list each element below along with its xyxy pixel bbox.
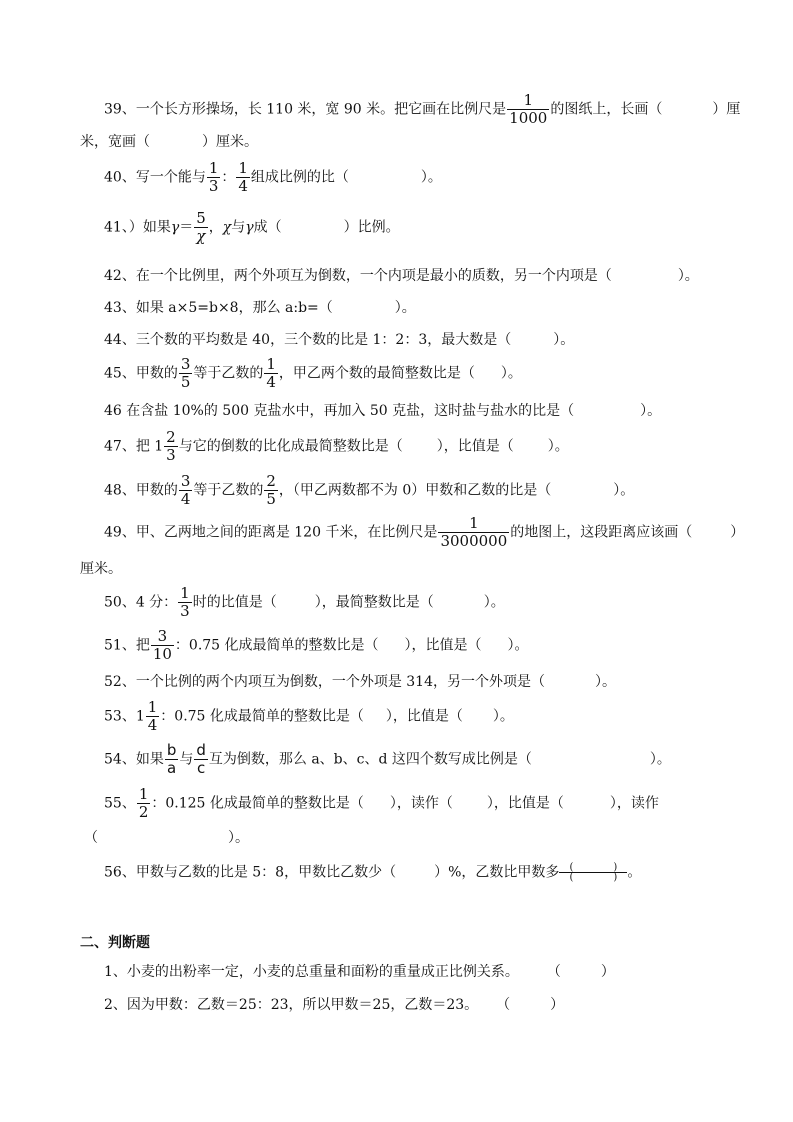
question-54: 54、如果 $\frac{b}{a}$ 与 $\frac{d}{c}$ 互为倒数，那么 a、b、c、d 这四个数写成比例是（ ）。 <box>104 741 671 777</box>
question-40: 40、写一个能与 $\frac{1}{3}$ ： $\frac{1}{4}$ 组成比例的比（ ）。 <box>104 159 442 195</box>
question-51: 51、把 $\frac{3}{10}$ ：0.75 化成最简单的整数比是（ ），比值是（ ）。 <box>104 627 529 663</box>
q40-fraction-1: $\frac{1}{3}$ <box>208 159 219 195</box>
question-46: 46 在含盐 10%的 500 克盐水中，再加入 50 克盐，这时盐与盐水的比是（ ）。 <box>104 403 662 419</box>
question-49: 49、甲、乙两地之间的距离是 120 千米，在比例尺是 $\frac{1}{3000000}$ 的地图上，这段距离应该画（ ） <box>104 514 745 550</box>
q54-fraction-1: $\frac{b}{a}$ <box>166 741 177 777</box>
q45-fraction-2: $\frac{1}{4}$ <box>266 355 276 391</box>
question-55: 55、 $\frac{1}{2}$ ：0.125 化成最简单的整数比是（ ），读作（ ），比值是（ ），读作 <box>104 785 659 821</box>
q39-text-c: ）厘 <box>712 101 741 118</box>
question-39 <box>104 92 740 127</box>
question-47: 47、把 1 $\frac{2}{3}$ 与它的倒数的比化成最简整数比是（ ），比值是（ ）。 <box>104 428 569 464</box>
question-48: 48、甲数的 $\frac{3}{4}$ 等于乙数的 $\frac{2}{5}$ ，（甲乙两数都不为 0）甲数和乙数的比是（ ）。 <box>104 472 635 508</box>
q53-fraction: $\frac{1}{4}$ <box>147 698 158 734</box>
section-title-judgement: 二、判断题 <box>80 935 150 951</box>
q54-fraction-2: $\frac{d}{c}$ <box>196 741 206 777</box>
question-50: 50、4 分： $\frac{1}{3}$ 时的比值是（ ），最简整数比是（ ）。 <box>104 584 505 620</box>
q55-fraction: $\frac{1}{2}$ <box>138 785 149 821</box>
question-43: 43、如果 a×5=b×8，那么 a:b=（ ）。 <box>104 300 416 316</box>
q41-fraction: $\frac{5}{\chi}$ <box>196 209 206 245</box>
question-45: 45、甲数的 $\frac{3}{5}$ 等于乙数的 $\frac{1}{4}$ ，甲乙两个数的最简整数比是（ ）。 <box>104 355 522 391</box>
question-41: 41、）如果γ＝ $\frac{5}{\chi}$ ，χ与γ成（ ）比例。 <box>104 209 400 245</box>
q45-fraction-1: $\frac{3}{5}$ <box>180 355 191 391</box>
question-42: 42、在一个比例里，两个外项互为倒数，一个内项是最小的质数，另一个内项是（ ）。 <box>104 268 699 284</box>
q51-fraction: $\frac{3}{10}$ <box>152 627 172 663</box>
judgement-1: 1、小麦的出粉率一定，小麦的总重量和面粉的重量成正比例关系。 （ ） <box>104 964 615 980</box>
q39-text-b: 的图纸上，长画（ <box>550 101 663 118</box>
q39-fraction: $\frac{1}{1000}$ <box>509 91 548 127</box>
judgement-2: 2、因为甲数：乙数＝25：23，所以甲数＝25，乙数＝23。 （ ） <box>104 997 565 1013</box>
question-53: 53、1 $\frac{1}{4}$ ：0.75 化成最简单的整数比是（ ），比值是（ ）。 <box>104 698 514 734</box>
question-49-cont: 厘米。 <box>80 561 122 577</box>
question-52: 52、一个比例的两个内项互为倒数，一个外项是 314，另一个外项是（ ）。 <box>104 674 616 690</box>
question-39-cont <box>80 133 258 151</box>
question-56: 56、甲数与乙数的比是 5：8，甲数比乙数少（ ）%，乙数比甲数多 ( ) ( ) 。 <box>104 862 642 883</box>
q56-blank-fraction[interactable]: ( ) ( ) <box>559 863 627 882</box>
q39-text-a: 39、一个长方形操场，长 110 米，宽 90 米。把它画在比例尺是 <box>104 101 507 118</box>
q48-fraction-1: $\frac{3}{4}$ <box>180 472 191 508</box>
q48-fraction-2: $\frac{2}{5}$ <box>266 472 276 508</box>
q39-text-d: 米，宽画（ <box>80 134 150 150</box>
question-55-cont: （ ）。 <box>84 830 249 846</box>
q39-text-e: ）厘米。 <box>202 134 258 150</box>
q49-fraction: $\frac{1}{3000000}$ <box>440 514 508 550</box>
q40-fraction-2: $\frac{1}{4}$ <box>238 159 248 195</box>
question-44: 44、三个数的平均数是 40，三个数的比是 1：2：3，最大数是（ ）。 <box>104 332 575 348</box>
q50-fraction: $\frac{1}{3}$ <box>180 584 190 620</box>
q47-fraction: $\frac{2}{3}$ <box>166 428 176 464</box>
